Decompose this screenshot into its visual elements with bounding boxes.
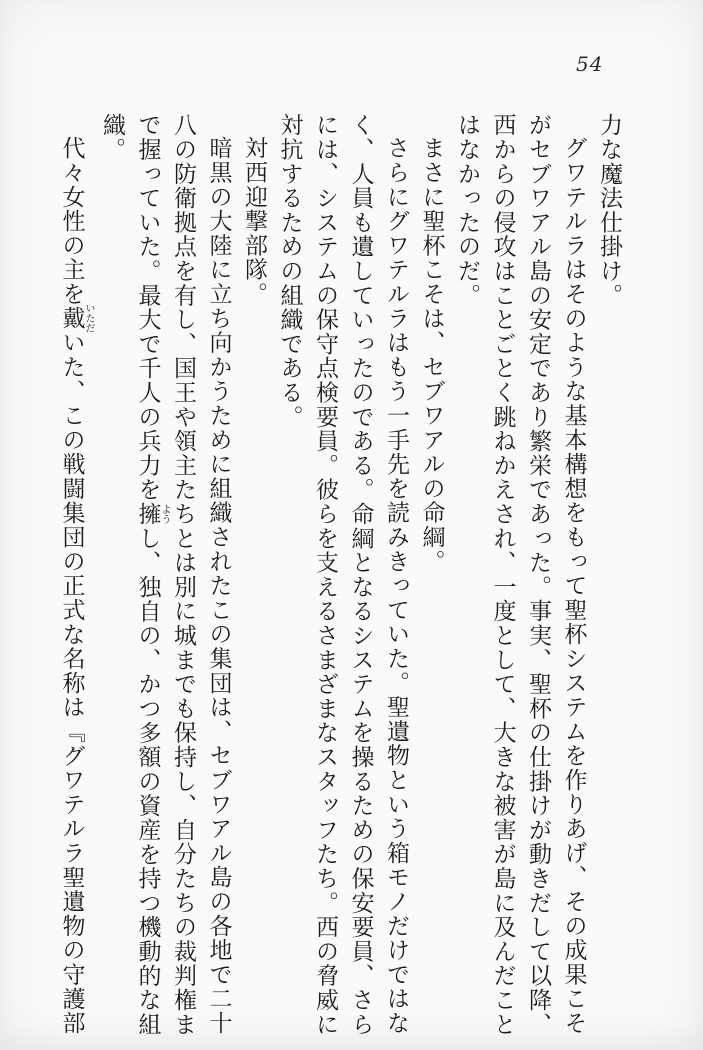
paragraph-text: 力な魔法仕掛け。 (596, 113, 622, 308)
paragraph-personnel (271, 113, 413, 1041)
paragraph-continuation (591, 113, 627, 1041)
ruby-base: 擁 (134, 501, 161, 527)
ruby-annotation-itada (58, 303, 94, 334)
paragraph-defense-bases (94, 113, 236, 1041)
paragraph-text-before-ruby: 代々女性の主を (58, 136, 85, 307)
ruby-furigana: いただ (83, 303, 94, 334)
paragraph-grail-system (449, 113, 591, 1041)
paragraph-text: 対西迎撃部隊。 (241, 136, 267, 307)
paragraph-text-after-ruby: し、独自の、かつ多額の資産を持つ機動的な組織。 (99, 113, 161, 1037)
paragraph-lifeline (413, 113, 449, 1041)
paragraph-text: さらにグワテルラはもう一手先を読みきっていた。聖遺物という箱モノだけではなく、人員も遺していったのである。命綱となるシステムを操るための保安要員、さらには、システムの保守点検要員。彼らを支えるさまざまなスタッフたち。西の脅威に対抗するための組織である。 (276, 113, 409, 1037)
paragraph-text-after-ruby: いた、この戦闘集団の正式な名称は『グワテルラ聖遺物の守護部 (58, 330, 85, 1036)
paragraph-official-name (58, 113, 94, 1041)
paragraph-interception-unit (236, 113, 272, 1041)
page-number: 54 (576, 52, 604, 76)
vertical-text-block (58, 113, 626, 1041)
ruby-annotation-you (134, 501, 170, 527)
ruby-base: 戴 (58, 303, 85, 334)
paragraph-text: グワテルラはそのような基本構想をもって聖杯システムを作りあげ、その成果こそがセブワアル島の安定であり繁栄であった。事実、聖杯の仕掛けが動きだして以降、西からの侵攻はことごとく跳ねかえされ、一度として、大きな被害が島に及んだことはなかったのだ。 (454, 113, 587, 1037)
paragraph-text: まさに聖杯こそは、セブワアルの命綱。 (418, 136, 445, 574)
paragraph-text-before-ruby: 暗黒の大陸に立ち向かうために組織されたこの集団は、セブワアル島の各地で二十八の防衛拠点を有し、国王や領主たちとは別に城までも保持し、自分たちの裁判権まで握っていた。最大で千人の兵力を (134, 113, 232, 1037)
ruby-furigana: よう (159, 501, 170, 527)
